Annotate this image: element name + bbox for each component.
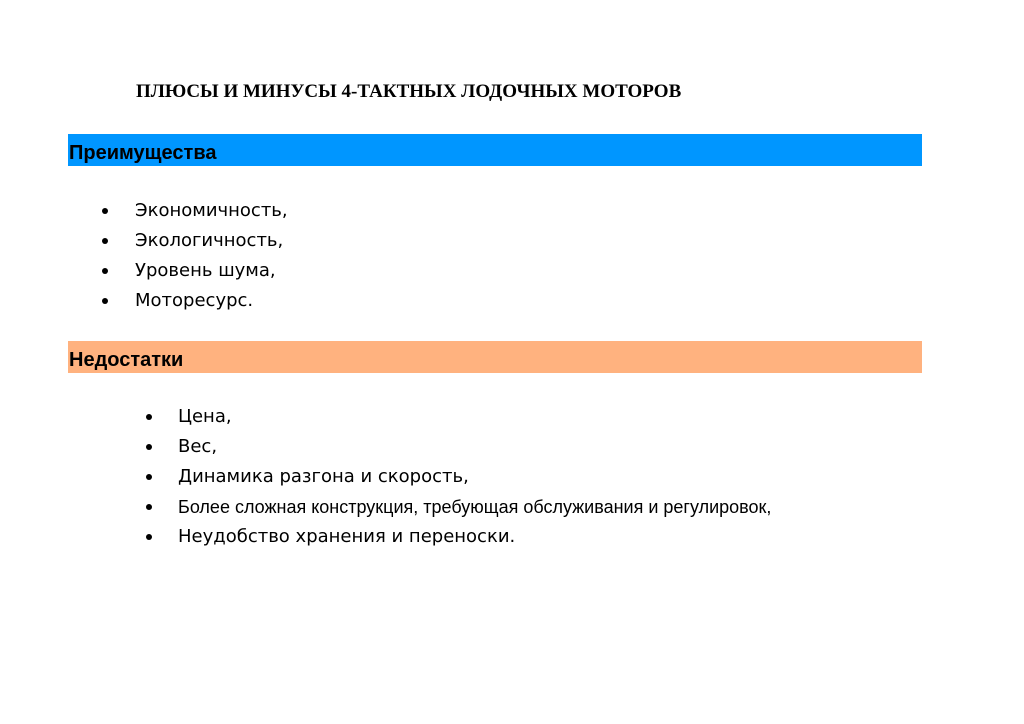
list-item-text: Уровень шума, [135,260,276,281]
list-item-text: Моторесурс. [135,290,254,311]
list-item-text: Неудобство хранения и переноски. [178,526,516,547]
list-item-text: Экологичность, [135,230,284,251]
bullet-icon [102,268,108,274]
document-title: ПЛЮСЫ И МИНУСЫ 4-ТАКТНЫХ ЛОДОЧНЫХ МОТОРОВ [136,81,682,102]
bullet-icon [146,534,152,540]
bullet-icon [146,414,152,420]
bullet-icon [102,238,108,244]
bullet-icon [146,504,152,510]
disadvantages-heading: Недостатки [68,341,922,373]
bullet-icon [102,208,108,214]
advantages-heading: Преимущества [68,134,922,166]
list-item-text: Экономичность, [135,200,288,221]
list-item-text: Более сложная конструкция, требующая обслуживания и регулировок, [178,497,772,517]
bullet-icon [146,474,152,480]
list-item-text: Вес, [178,436,218,457]
list-item-text: Цена, [178,406,232,427]
list-item-text: Динамика разгона и скорость, [178,466,469,487]
bullet-icon [146,444,152,450]
bullet-icon [102,298,108,304]
